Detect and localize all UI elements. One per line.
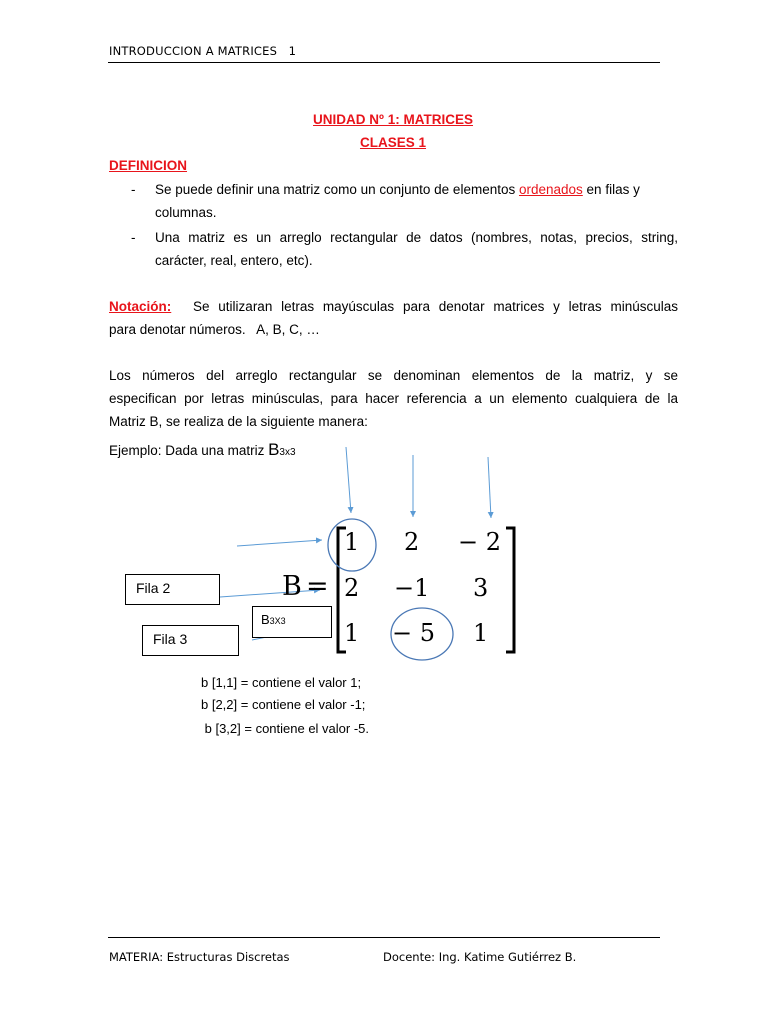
arrow-row-1	[237, 540, 322, 546]
footer-subject: MATERIA: Estructuras Discretas	[109, 950, 290, 964]
cell-1-2: 2	[404, 528, 420, 556]
highlight-ordenados: ordenados	[518, 182, 583, 197]
matrix-equals: =	[306, 571, 329, 602]
arrow-col-3	[488, 457, 491, 518]
bullet-2-line-2: carácter, real, entero, etc).	[155, 253, 313, 268]
bullet-1-line-2: columnas.	[155, 205, 217, 220]
paragraph-line-1: Los números del arreglo rectangular se denominan elementos de la matriz, y se	[109, 368, 678, 383]
paragraph-line-2: especifican por letras minúsculas, para hacer referencia a un elemento cualquiera de la	[109, 391, 678, 406]
matrix-name: B	[282, 571, 302, 602]
label-box-fila-2	[125, 574, 220, 605]
label-b-letter: B	[261, 612, 270, 627]
example-subscript: 3x3	[279, 447, 296, 458]
notation-label-text: Notación:	[109, 299, 172, 314]
unit-title: UNIDAD Nº 1: MATRICES	[313, 112, 473, 127]
page-header: INTRODUCCION A MATRICES 1	[109, 44, 297, 58]
cell-3-3: 1	[473, 619, 489, 647]
class-title: CLASES 1	[359, 135, 427, 150]
bullet-1-text-a: Se puede definir una matriz como un conjunto de elementos	[155, 182, 519, 197]
label-box-fila-3	[142, 625, 239, 656]
cell-1-3: − 2	[458, 528, 502, 556]
bullet-marker-1: -	[131, 182, 136, 197]
label-fila-2: Fila 2	[136, 580, 171, 596]
label-b-sub: 3X3	[269, 616, 286, 626]
example-2: b [2,2] = contiene el valor -1;	[201, 697, 366, 712]
cell-3-2: − 5	[392, 619, 436, 647]
right-bracket	[506, 528, 514, 652]
label-box-b3x3	[252, 606, 332, 638]
example-3: b [3,2] = contiene el valor -5.	[201, 721, 370, 736]
cell-2-2: −1	[394, 574, 430, 602]
example-letter: B	[268, 440, 280, 459]
paragraph-line-3: Matriz B, se realiza de la siguiente manera:	[109, 414, 368, 429]
cell-1-1: 1	[344, 528, 360, 556]
bullet-2-line-1: Una matriz es un arreglo rectangular de datos (nombres, notas, precios, string,	[155, 230, 678, 245]
arrow-col-1	[346, 447, 351, 513]
footer-teacher: Docente: Ing. Katime Gutiérrez B.	[383, 950, 577, 964]
example-text: Ejemplo: Dada una matriz	[109, 443, 269, 458]
definition-heading: DEFINICION	[109, 158, 188, 173]
notation-line-1: Se utilizaran letras mayúsculas para denotar matrices y letras minúsculas	[193, 299, 678, 314]
cell-2-1: 2	[344, 574, 360, 602]
label-b-dim	[261, 612, 286, 627]
bullet-1-text-b: en filas y	[582, 182, 640, 197]
example-1: b [1,1] = contiene el valor 1;	[201, 675, 362, 690]
cell-3-1: 1	[344, 619, 360, 647]
cell-2-3: 3	[473, 574, 489, 602]
bullet-marker-2: -	[131, 230, 136, 245]
notation-line-2: para denotar números. A, B, C, …	[109, 322, 320, 337]
footer-rule	[108, 937, 660, 938]
arrow-row-2	[220, 590, 320, 597]
label-fila-3: Fila 3	[153, 631, 188, 647]
